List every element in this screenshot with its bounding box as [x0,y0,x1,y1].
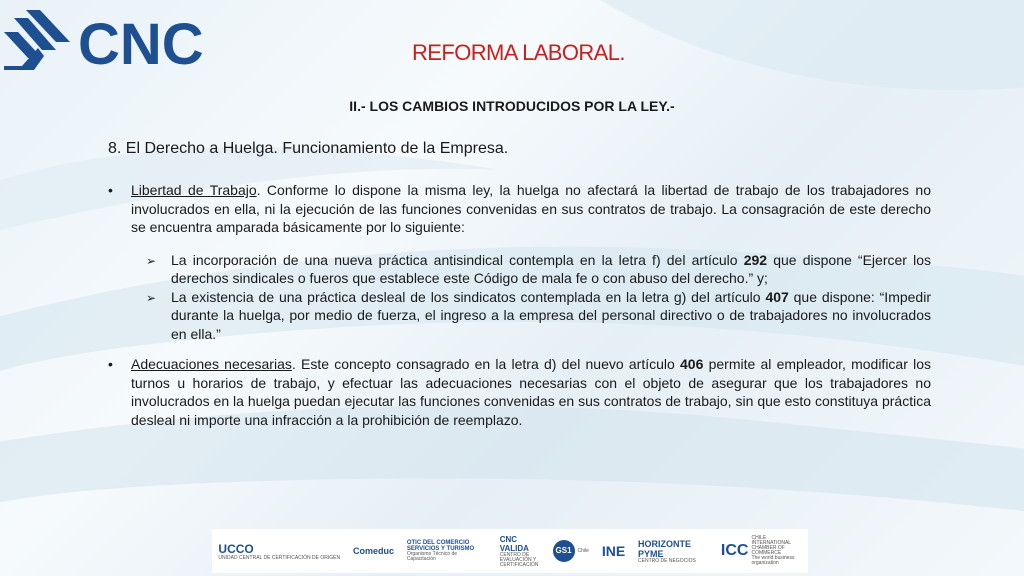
logo-text: CNC [78,12,204,76]
ine-logo: INE [601,543,626,559]
footer-logos [212,529,808,573]
arrow-marker-icon: ➢ [146,290,157,305]
bullet-libertad-trabajo [108,181,931,237]
content-body [108,181,931,429]
article-number: 406 [680,356,704,372]
gs1-logo: GS1 Chile [553,540,589,562]
ucco-logo: UCCO UNIDAD CENTRAL DE CERTIFICACIÓN DE ORIGEN [218,541,341,561]
subitem-text: La existencia de una práctica desleal de los sindicatos contemplada en la letra g) del artículo [171,288,766,305]
cnc-valida-logo: CNC VALIDA CENTRO DE EVALUACIÓN Y CERTIFICACIÓN [499,534,539,568]
subitem-text: que dispone: “Impedir durante la huelga, por medio de fuerza, el ingreso a la empresa del personal directivo o de trabajadores no involucrados en ella.” [171,288,931,342]
bullet-adecuaciones [108,355,931,429]
subitem-292 [108,251,931,288]
subitem-text: que dispone “Ejercer los derechos sindicales o fueros que establece este Código de mala fe o con abuso del derecho.” y; [171,251,931,286]
icc-logo: ICC CHILE INTERNATIONAL CHAMBER OF COMMERCE The world business organization [720,535,795,566]
comeduc-logo: Comeduc [352,546,394,556]
cnc-logo [4,10,244,76]
bullet-text: permite al empleador, modificar los turnos u horarios de trabajo, y efectuar las adecuaciones necesarias con el objeto de asegurar que los trabajadores no involucrados en la huelga puedan ejecutar las funciones convenidas en sus contratos de trabajo, sin que esto constituya práctica desleal ni importe una infracción a la prohibición de reemplazo. [131,356,931,428]
section-subtitle: II.- LOS CAMBIOS INTRODUCIDOS POR LA LEY.- [349,98,675,114]
subitem-text: La incorporación de una nueva práctica antisindical contempla en la letra f) del artículo [171,251,744,268]
otic-logo: OTIC DEL COMERCIO SERVICIOS Y TURISMO Organismo Técnico de Capacitación [406,540,475,562]
horizonte-pyme-logo: HORIZONTE PYME CENTRO DE NEGOCIOS [638,538,696,564]
article-number: 292 [743,251,768,268]
bullet-marker: • [108,182,113,198]
bullet-term: Adecuaciones necesarias [131,356,292,372]
bullet-marker: • [108,356,113,372]
section-heading: 8. El Derecho a Huelga. Funcionamiento de la Empresa. [108,140,509,157]
subitem-407 [108,288,931,344]
bullet-text: . Este concepto consagrado en la letra d) del nuevo artículo [291,356,681,372]
article-number: 407 [765,288,789,305]
arrow-marker-icon: ➢ [146,253,157,268]
bullet-text: . Conforme lo dispone la misma ley, la huelga no afectará la libertad de trabajo de los trabajadores no involucrados en ella, ni la ejecución de las funciones convenidas en sus contratos de trabajo. La consagración de este derecho se encuentra amparada básicamente por lo siguiente: [131,182,932,235]
page-title: REFORMA LABORAL. [412,40,625,65]
bullet-term: Libertad de Trabajo [131,182,257,198]
